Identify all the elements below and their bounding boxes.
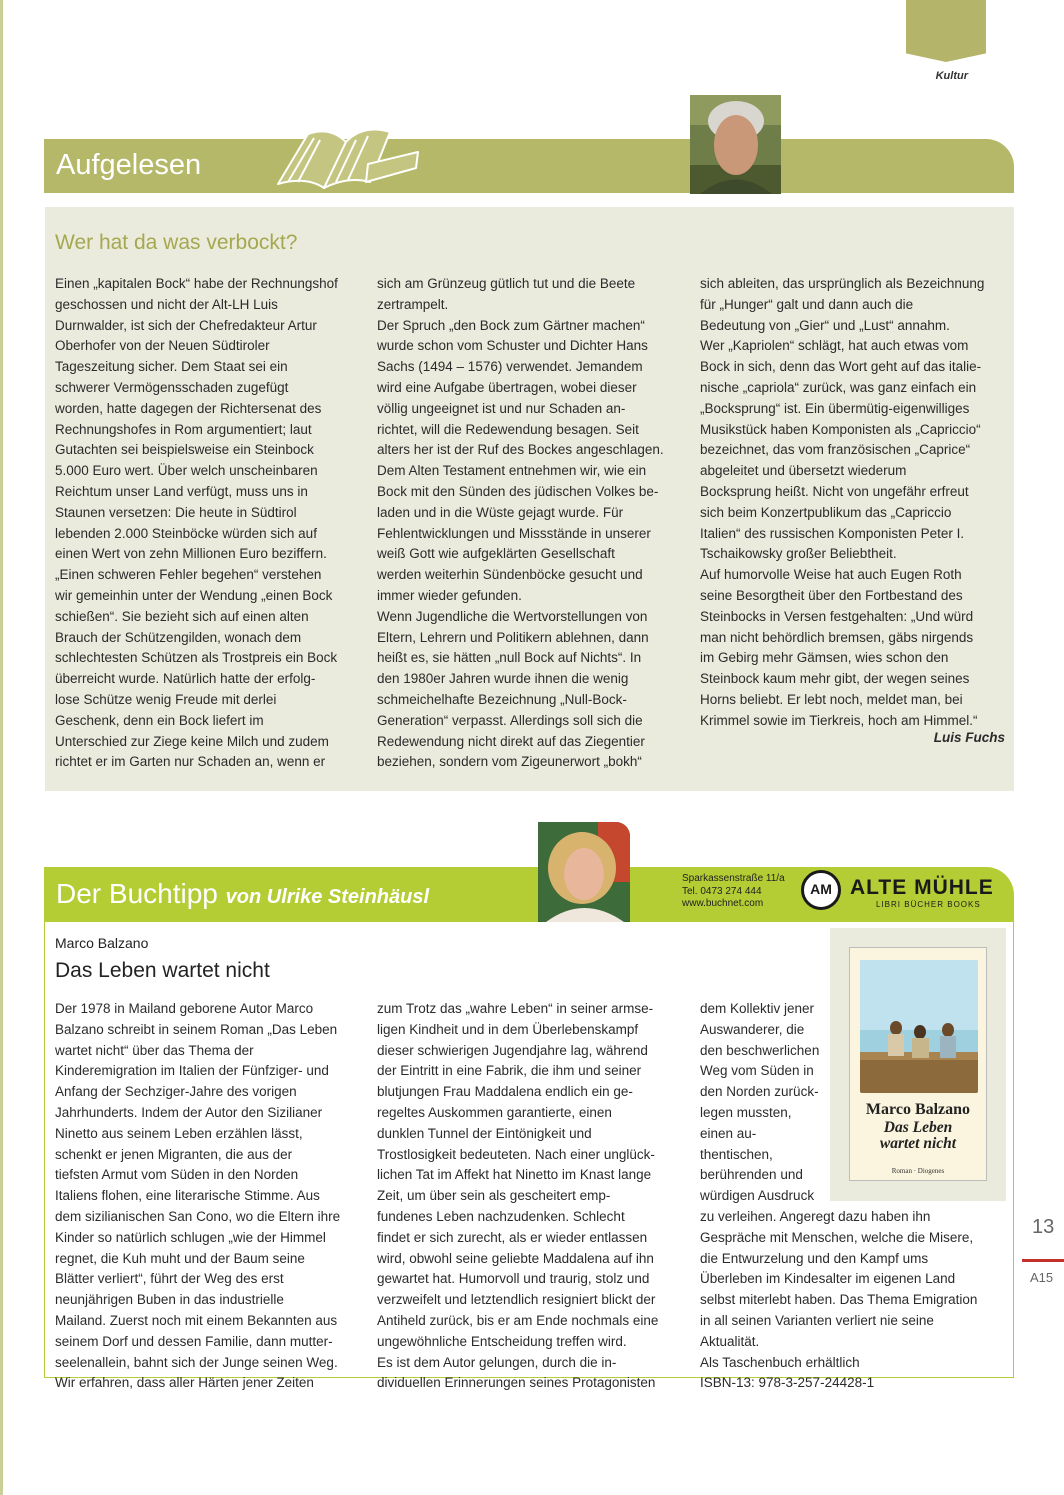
book-title: Das Leben wartet nicht [55, 959, 270, 982]
page-number-rule [1022, 1259, 1064, 1262]
left-margin-rule [0, 0, 3, 1495]
cover-publisher: Roman · Diogenes [891, 1167, 945, 1175]
shop-subtitle: LIBRI BÜCHER BOOKS [876, 900, 981, 909]
article-signature: Luis Fuchs [933, 730, 1005, 745]
section-tab [906, 0, 986, 62]
review-column-3-top: dem Kollektiv jener Auswanderer, die den beschwerlichen Weg vom Süden in den Norden zurück- legen mussten, einen au- thentischen, berührenden und würdigen Ausdruck [700, 1001, 820, 1204]
section-label: Kultur [935, 70, 968, 82]
shop-name: ALTE MÜHLE [850, 876, 994, 899]
review-column-3-bottom: zu verleihen. Angeregt dazu haben ihn Gespräche mit Menschen, welche die Misere, die Entwurzelung und den Kampf ums Überleben im Kindesalter im eigenen Land selbst miterlebt haben. Das Thema Emigration in all seinen Varianten verliert nie seine Aktualität. Als Taschenbuch erhältlich ISBN-13: 978-3-257-24428-1 [700, 1209, 978, 1391]
buchtipp-title-text: Der Buchtipp [56, 878, 226, 909]
review-column-2: zum Trotz das „wahre Leben“ in seiner armse- ligen Kindheit und in dem Überlebenskampf dieser schwierigen Jugendjahre lag, während der Eintritt in eine Fabrik, die ihm und seiner blutjungen Frau Maddalena endlich ein ge- regeltes Auskommen garantierte, einen dunklen Tunnel der Eintönigkeit und Trostlosigkeit bedeuteten. Nach einer unglück- lichen Tat im Affekt hat Ninetto im Knast lange Zeit, um über sein als gescheitert emp- fundenes Leben nachzudenken. Schlecht findet er sich zurecht, als er wieder entlassen wird, obwohl seine geliebte Maddalena auf ihn gewartet hat. Humorvoll und traurig, stolz und verzweifelt und letztendlich resigniert blickt der Antiheld zurück, bis er am Ende nochmals eine ungewöhnliche Entscheidung treffen wird. Es ist dem Autor gelungen, durch die in- dividuellen Erinnerungen seines Protagonisten [377, 1001, 659, 1391]
buchtipp-byline: von Ulrike Steinhäusl [225, 886, 430, 908]
article-heading: Wer hat da was verbockt? [55, 231, 298, 254]
open-book-icon [268, 112, 423, 192]
article-column-2: sich am Grünzeug gütlich tut und die Beete zertrampelt. Der Spruch „den Bock zum Gärtner machen“ wurde schon vom Schuster und Dichter Hans Sachs (1494 – 1576) verwendet. Jemandem wird eine Aufgabe übertragen, wobei dieser völlig ungeeignet ist und nur Schaden an- richtet, will die Redewendung besagen. Seit alters her ist der Ruf des Bockes angeschlagen. Dem Alten Testament entnehmen wir, wie ein Bock mit den Sünden des jüdischen Volkes be- laden und in die Wüste gejagt wurde. Für Fehlentwicklungen und Missstände in unserer weiß Gott wie aufgeklärten Gesellschaft werden weiterhin Sündenböcke gesucht und immer wieder gefunden. Wenn Jugendliche die Wertvorstellungen von Eltern, Lehrern und Politikern ablehnen, dann heißt es, sie hätten „null Bock auf Nichts“. In den 1980er Jahren wurde ihnen die wenig schmeichelhafte Bezeichnung „Null-Bock- Generation“ verpasst. Allerdings soll sich die Redewendung nicht direkt auf das Ziegentier beziehen, sondern vom Zigeunerwort „bokh“ [377, 276, 664, 770]
author-photo [690, 95, 781, 194]
mill-logo-icon: AM [801, 870, 841, 910]
cover-author: Marco Balzano [865, 1101, 971, 1118]
buchtipp-title [56, 876, 429, 915]
article-column-1: Einen „kapitalen Bock“ habe der Rechnungshof geschossen und nicht der Alt-LH Luis Durnwalder, ist sich der Chefredakteur Artur Oberhofer von der Neuen Südtiroler Tageszeitung sicher. Dem Staat sei ein schwerer Vermögensschaden zugefügt worden, hatte dagegen der Richtersenat des Rechnungshofes in Rom argumentiert; laut Gutachten sei beispielsweise ein Steinbock 5.000 Euro wert. Über welch unscheinbaren Reichtum unser Land verfügt, muss uns in Staunen versetzen: Die heute in Südtirol lebenden 2.000 Steinböcke würden sich auf einen Wert von zehn Millionen Euro beziffern. „Einen schweren Fehler begehen“ verstehen wir gemeinhin unter der Wendung „einen Bock schießen“. Sie bezieht sich auf einen alten Brauch der Schützengilden, wonach dem schlechtesten Schützen als Trostpreis ein Bock überreicht wurde. Natürlich hatte der erfolg- lose Schütze wenig Freude mit derlei Geschenk, denn ein Bock liefert im Unterschied zur Ziege keine Milch und zudem richtet er im Garten nur Schaden an, wenn er [55, 276, 338, 770]
review-column-1: Der 1978 in Mailand geborene Autor Marco Balzano schreibt in seinem Roman „Das Leben wartet nicht“ über das Thema der Kinderemigration im Italien der Fünfziger- und Anfang der Sechziger-Jahre des vorigen Jahrhunderts. Indem der Autor den Sizilianer Ninetto aus seinem Leben erzählen lässt, schenkt er jenen Migranten, die aus der tiefsten Armut vom Süden in den Norden Italiens flohen, eine literarische Stimme. Aus dem sizilianischen San Cono, wo die Eltern ihre Kinder so natürlich schlugen „wie der Himmel regnet, die Kuh muht und der Baum seine Blätter verliert“, führt der Weg des erst neunjährigen Buben in das industrielle Mailand. Zuerst noch mit einem Bekannten aus seinem Dorf und dessen Familie, dann mutter- seelenallein, bahnt sich der Junge seinen Weg. Wir erfahren, dass aller Härten jener Zeiten [55, 1001, 341, 1391]
aufgelesen-title: Aufgelesen [56, 149, 202, 181]
book-cover-image [860, 960, 978, 1093]
reviewer-photo [538, 822, 630, 922]
shop-address: Sparkassenstraße 11/a Tel. 0473 274 444 www.buchnet.com [682, 873, 785, 909]
article-column-3: sich ableiten, das ursprünglich als Bezeichnung für „Hunger“ galt und dann auch die Bedeutung von „Gier“ und „Lust“ annahm. Wer „Kapriolen“ schlägt, hat auch etwas vom Bock in sich, denn das Wort geht auf das italie- nische „capriola“ zurück, was ganz einfach ein „Bocksprung“ ist. Ein übermütig-eigenwilliges Musikstück haben Komponisten als „Capriccio“ bezeichnet, das vom französischen „Caprice“ abgeleitet und übersetzt wiederum Bocksprung heißt. Nicht von ungefähr erfreut sich beim Konzertpublikum das „Capriccio Italien“ des russischen Komponisten Peter I. Tschaikowsky großer Beliebtheit. Auf humorvolle Weise hat auch Eugen Roth seine Besorgtheit über den Fortbestand des Steinbocks in Versen festgehalten: „Und würd man nicht behördlich bremsen, gäbs nirgends im Gebirg mehr Gämsen, wies schon den Steinbock kaum mehr gibt, der wegen seines Horns beliebt. Er lebt noch, meldet man, bei Krimmel sowie im Tierkreis, hoch am Himmel.“ [700, 276, 985, 728]
page-code: A15 [1030, 1270, 1054, 1285]
cover-title: Das Leben wartet nicht [879, 1119, 957, 1152]
book-author: Marco Balzano [55, 935, 149, 951]
page-number: 13 [1032, 1216, 1055, 1238]
